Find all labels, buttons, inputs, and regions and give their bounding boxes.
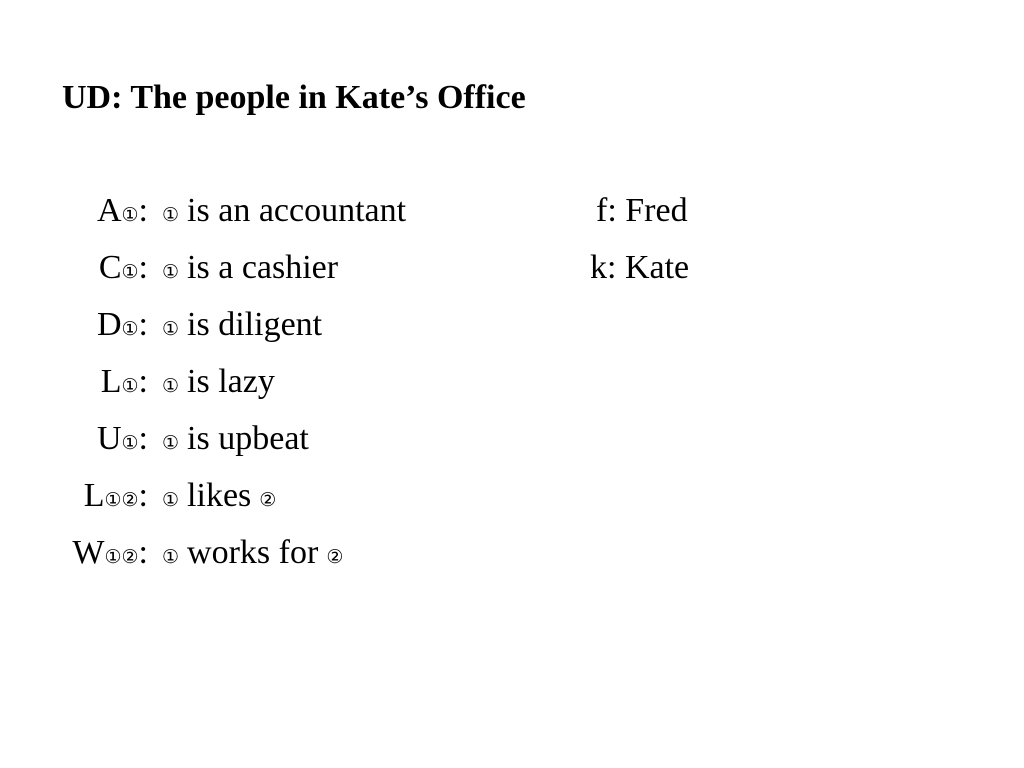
predicate-letter: D (96, 306, 122, 343)
predicate-text: is diligent (187, 306, 323, 343)
argument-placeholders: ① (121, 204, 139, 226)
slide-title: UD: The people in Kate’s Office (62, 79, 526, 116)
separator: : (138, 192, 148, 229)
predicate-description (162, 188, 406, 238)
predicate-row (0, 245, 480, 291)
placeholder-one: ① (162, 318, 180, 340)
predicate-row (0, 473, 480, 519)
placeholder-two: ② (326, 546, 344, 568)
separator: : (138, 249, 148, 286)
predicate-symbol (84, 473, 148, 523)
separator: : (138, 534, 148, 571)
placeholder-two: ② (259, 489, 277, 511)
separator: : (138, 420, 148, 457)
predicate-symbol (97, 302, 148, 352)
constant-row: k: Kate (590, 249, 690, 286)
argument-placeholders: ① (121, 375, 139, 397)
predicate-text: is upbeat (187, 420, 309, 457)
predicate-description (162, 530, 343, 580)
predicate-letter: L (100, 363, 122, 400)
argument-placeholders: ①② (104, 489, 139, 511)
separator: : (138, 306, 148, 343)
predicate-description (162, 359, 275, 409)
placeholder-one: ① (162, 432, 180, 454)
placeholder-one: ① (162, 204, 180, 226)
predicate-description (162, 302, 322, 352)
predicate-letter: C (98, 249, 122, 286)
argument-placeholders: ① (121, 261, 139, 283)
placeholder-one: ① (162, 375, 180, 397)
predicate-text: works for (187, 534, 319, 571)
predicate-row (0, 302, 480, 348)
predicate-symbol (97, 416, 148, 466)
placeholder-one: ① (162, 489, 180, 511)
constant-row: f: Fred (596, 192, 688, 229)
placeholder-one: ① (162, 546, 180, 568)
separator: : (138, 363, 148, 400)
predicate-row (0, 530, 480, 576)
argument-placeholders: ①② (104, 546, 139, 568)
predicate-symbol (97, 188, 148, 238)
argument-placeholders: ① (121, 318, 139, 340)
predicate-text: is a cashier (187, 249, 339, 286)
predicate-row (0, 188, 480, 234)
predicate-letter: A (96, 192, 122, 229)
predicate-text: likes (187, 477, 252, 514)
predicate-letter: U (96, 420, 122, 457)
separator: : (138, 477, 148, 514)
predicate-description (162, 473, 276, 523)
predicate-symbol (101, 359, 148, 409)
predicate-letter: W (72, 534, 105, 571)
predicate-text: is an accountant (187, 192, 407, 229)
predicate-row (0, 359, 480, 405)
predicate-description (162, 416, 309, 466)
predicate-symbol (72, 530, 148, 580)
predicate-row (0, 416, 480, 462)
predicate-text: is lazy (187, 363, 275, 400)
predicate-symbol (99, 245, 148, 295)
predicate-letter: L (83, 477, 105, 514)
argument-placeholders: ① (121, 432, 139, 454)
placeholder-one: ① (162, 261, 180, 283)
predicate-description (162, 245, 338, 295)
